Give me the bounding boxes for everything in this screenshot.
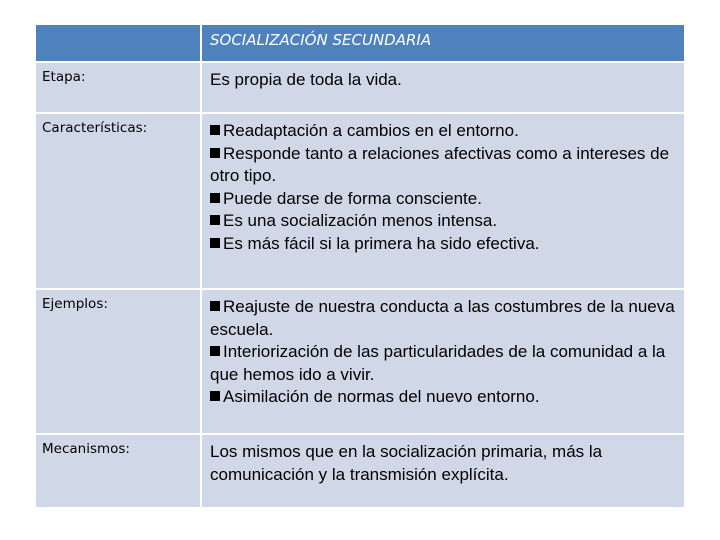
caracteristicas-list <box>202 114 684 288</box>
row-label-cell <box>36 63 202 112</box>
bullet-text: Reajuste de nuestra conducta a las costumbres de la nueva escuela. <box>210 297 675 339</box>
list-item <box>210 233 684 256</box>
bullet-text: Es una socialización menos intensa. <box>223 211 498 230</box>
square-bullet-icon <box>210 193 220 203</box>
square-bullet-icon <box>210 391 220 401</box>
list-item <box>210 296 684 341</box>
square-bullet-icon <box>210 238 220 248</box>
bullet-text: Es más fácil si la primera ha sido efectiva. <box>223 233 540 253</box>
square-bullet-icon <box>210 215 220 225</box>
row-label-cell <box>36 114 202 288</box>
ejemplos-list <box>202 290 684 433</box>
socializacion-table <box>36 25 684 509</box>
list-item <box>210 120 684 143</box>
bullet-text: Responde tanto a relaciones afectivas como a intereses de otro tipo. <box>210 143 670 185</box>
table-row-caracteristicas <box>36 114 684 290</box>
bullet-text: Readaptación a cambios en el entorno. <box>223 121 519 140</box>
table-title: SOCIALIZACIÓN SECUNDARIA <box>210 31 432 49</box>
list-item <box>210 188 684 211</box>
table-header-row <box>36 25 684 63</box>
bullet-text: Interiorización de las particularidades de la comunidad a la que hemos ido a vivir. <box>210 342 666 384</box>
square-bullet-icon <box>210 301 220 311</box>
mecanismos-text: Los mismos que en la socialización primaria, más la comunicación y la transmisión explícita. <box>210 442 603 484</box>
square-bullet-icon <box>210 125 220 135</box>
square-bullet-icon <box>210 346 220 356</box>
row-label-ejemplos: Ejemplos: <box>42 296 108 312</box>
list-item <box>210 143 684 188</box>
table-row-ejemplos <box>36 290 684 435</box>
table-row-etapa <box>36 63 684 114</box>
row-content-cell <box>202 435 684 507</box>
list-item <box>210 341 684 386</box>
row-label-cell <box>36 290 202 433</box>
row-label-caracteristicas: Características: <box>42 120 148 136</box>
etapa-text: Es propia de toda la vida. <box>210 70 402 89</box>
row-label-mecanismos: Mecanismos: <box>42 441 130 457</box>
row-content-cell <box>202 63 684 112</box>
row-label-cell <box>36 435 202 507</box>
square-bullet-icon <box>210 148 220 158</box>
row-label-etapa: Etapa: <box>42 69 86 85</box>
list-item <box>210 210 684 233</box>
bullet-text: Puede darse de forma consciente. <box>223 188 482 208</box>
header-title-cell <box>202 25 684 61</box>
header-empty-cell <box>36 25 202 61</box>
list-item <box>210 386 684 409</box>
bullet-text: Asimilación de normas del nuevo entorno. <box>223 387 540 406</box>
table-row-mecanismos <box>36 435 684 509</box>
